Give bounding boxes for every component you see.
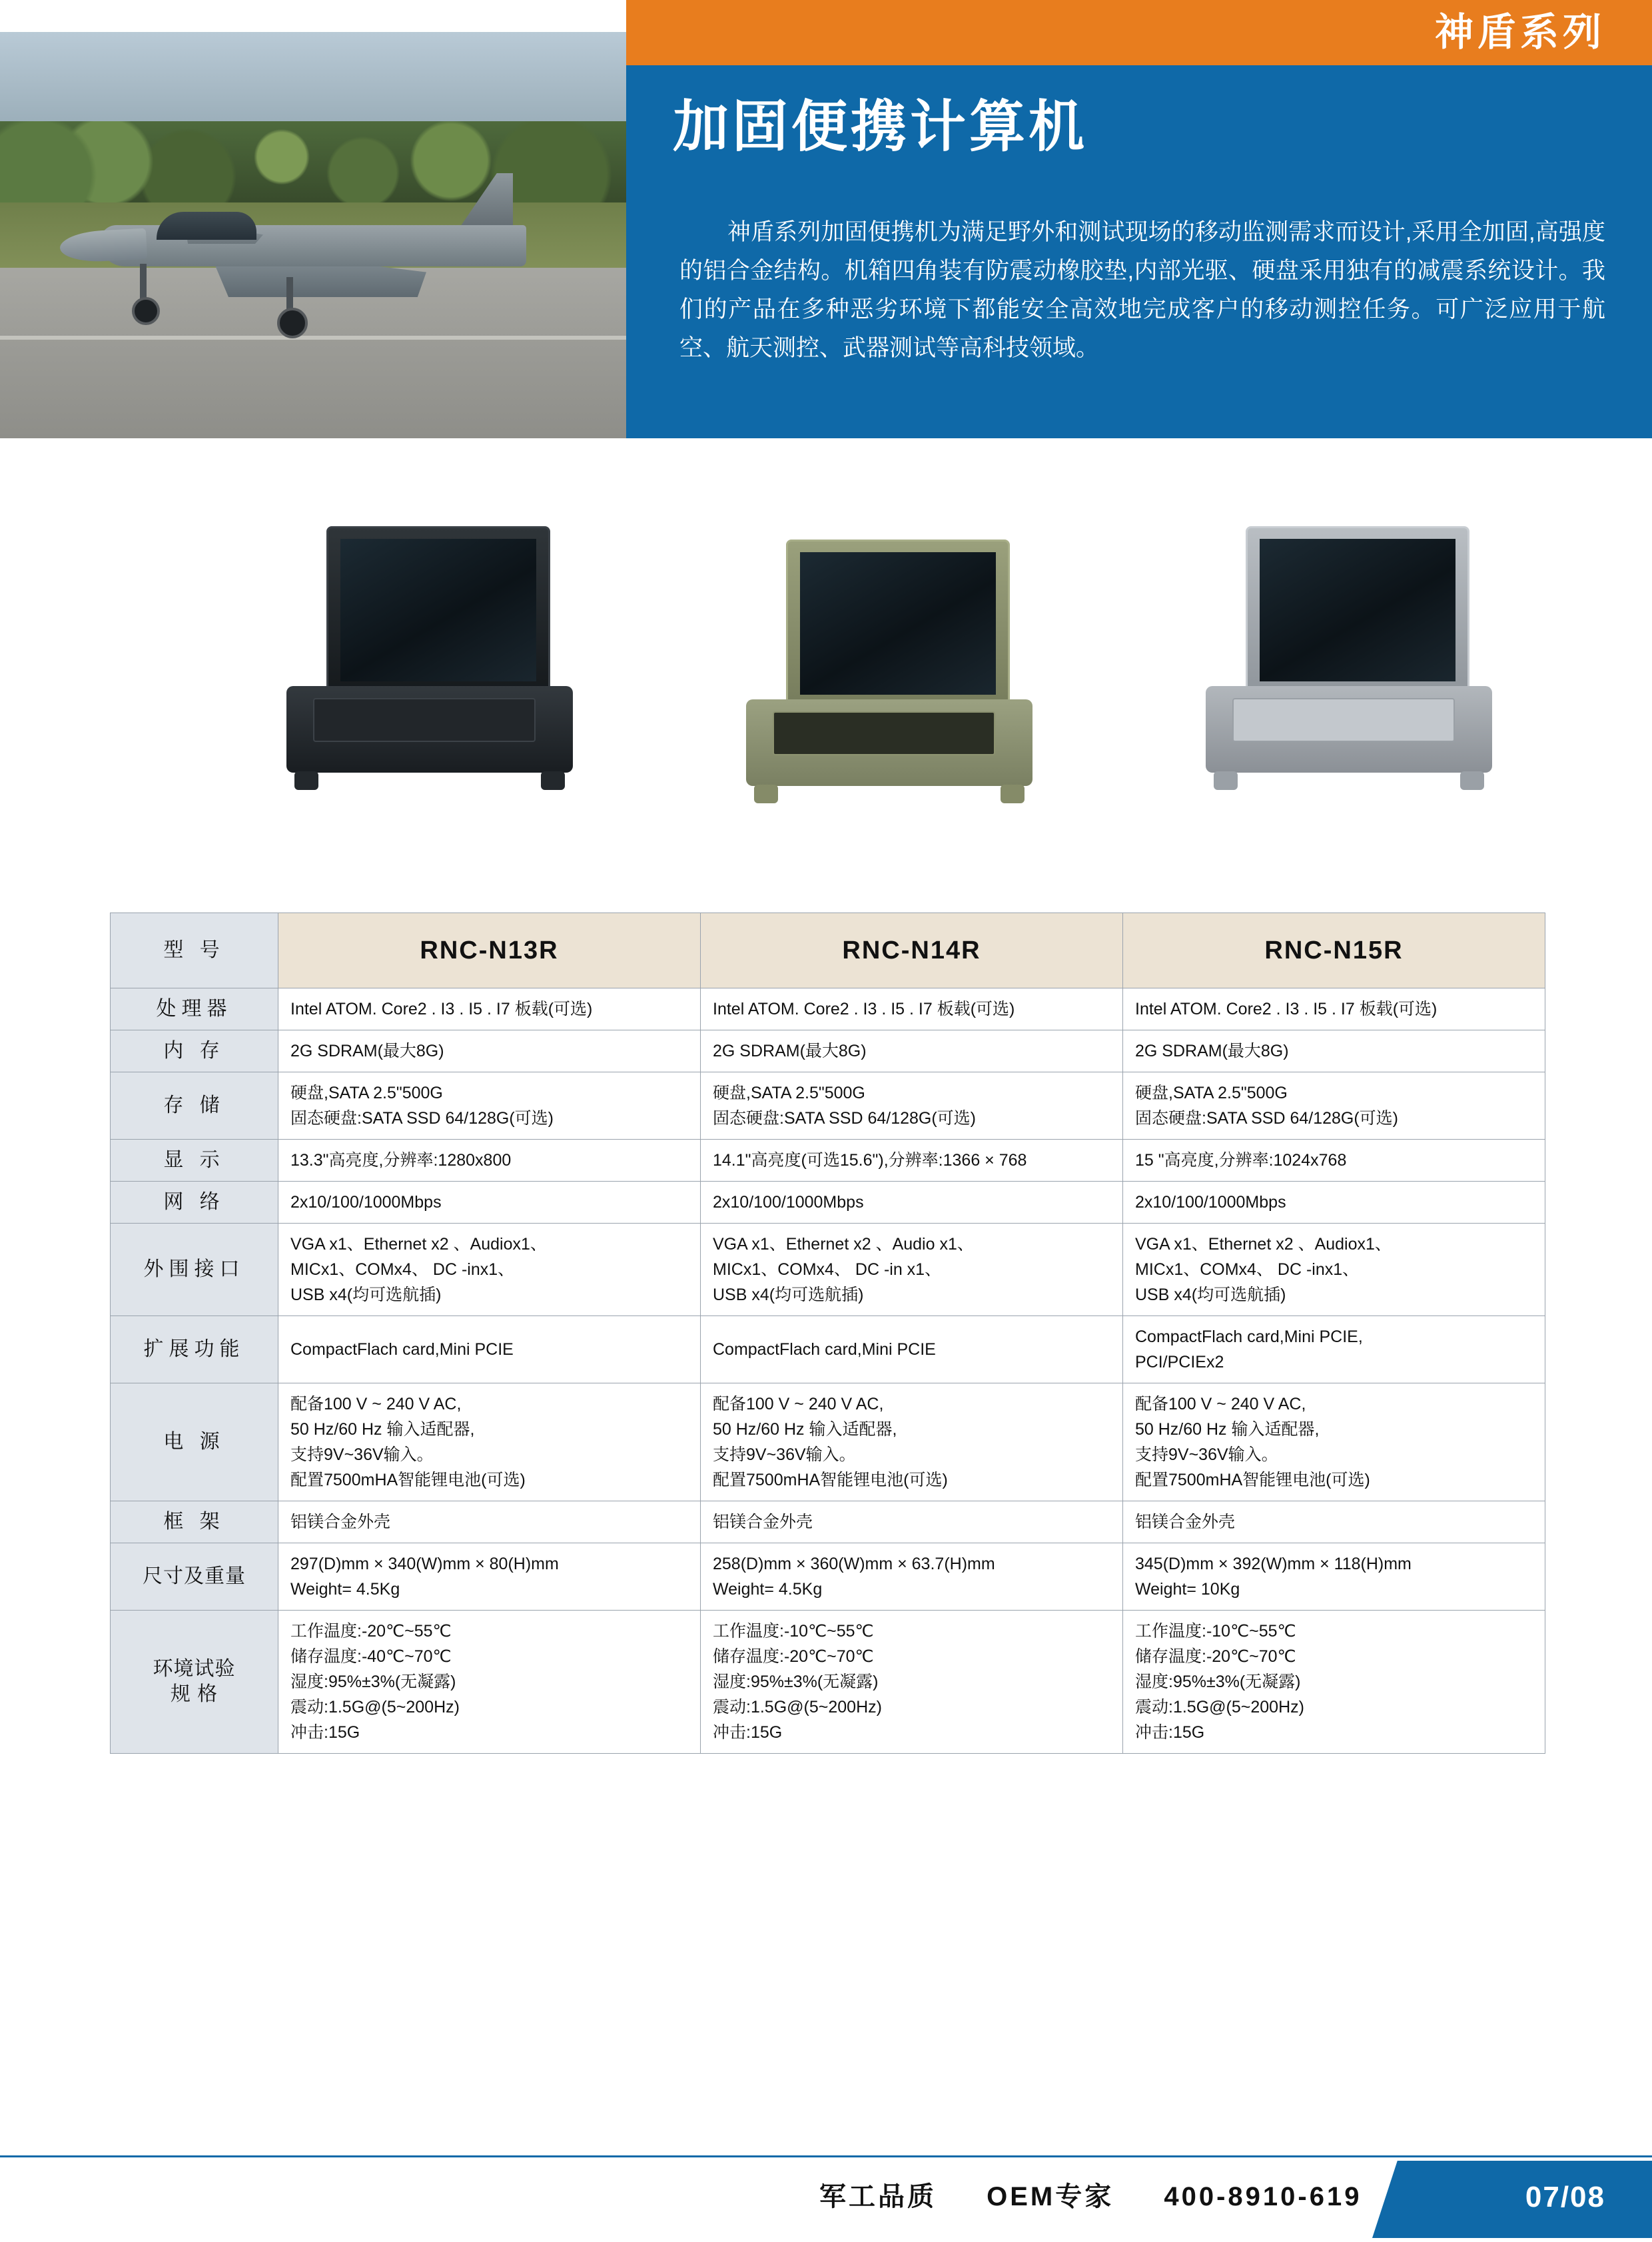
laptop-screen xyxy=(786,540,1010,710)
table-row xyxy=(111,1611,1545,1754)
spec-cell-r7-c2: CompactFlach card,Mini PCIE xyxy=(701,1316,1123,1383)
rugged-laptop-black xyxy=(286,526,573,819)
jet-nose-wheel xyxy=(132,297,160,325)
table-row xyxy=(111,1383,1545,1501)
laptop-keyboard xyxy=(1232,698,1455,742)
page-number: 07/08 xyxy=(1525,2181,1605,2213)
spec-row-label: 框 架 xyxy=(111,1501,278,1543)
laptop-screen xyxy=(326,526,550,697)
jet-tail xyxy=(440,173,513,233)
model-name-2: RNC-N14R xyxy=(701,913,1123,988)
spec-cell-r11-c2: 工作温度:-10℃~55℃ 储存温度:-20℃~70℃ 湿度:95%±3%(无凝露) 震动:1.5G@(5~200Hz) 冲击:15G xyxy=(701,1611,1123,1754)
spec-row-label: 内 存 xyxy=(111,1030,278,1072)
table-row xyxy=(111,988,1545,1030)
series-band xyxy=(626,0,1652,65)
jet-main-wheel xyxy=(277,308,308,338)
spec-cell-r1-c1: Intel ATOM. Core2 . I3 . I5 . I7 板载(可选) xyxy=(278,988,701,1030)
rugged-laptop-silver xyxy=(1206,526,1492,819)
laptop-foot-right xyxy=(1001,785,1025,803)
product-image-row xyxy=(0,493,1652,866)
intro-paragraph: 神盾系列加固便携机为满足野外和测试现场的移动监测需求而设计,采用全加固,高强度的铝合金结构。机箱四角装有防震动橡胶垫,内部光驱、硬盘采用独有的减震系统设计。我们的产品在多种恶劣环境下都能安全高效地完成客户的移动测控任务。可广泛应用于航空、航天测控、武器测试等高科技领域。 xyxy=(679,219,1605,361)
footer-slogan-1: 军工品质 xyxy=(819,2182,937,2211)
model-name-1: RNC-N13R xyxy=(278,913,701,988)
jet-illustration xyxy=(40,145,566,338)
spec-cell-r10-c1: 297(D)mm × 340(W)mm × 80(H)mm Weight= 4.5Kg xyxy=(278,1543,701,1611)
spec-cell-r11-c3: 工作温度:-10℃~55℃ 储存温度:-20℃~70℃ 湿度:95%±3%(无凝露) 震动:1.5G@(5~200Hz) 冲击:15G xyxy=(1123,1611,1545,1754)
spec-row-label: 型 号 xyxy=(111,913,278,988)
table-row xyxy=(111,1543,1545,1611)
laptop-keyboard xyxy=(773,711,995,755)
jet-nose xyxy=(59,228,147,264)
specification-table xyxy=(110,913,1545,1754)
table-row xyxy=(111,1182,1545,1224)
spec-cell-r5-c2: 2x10/100/1000Mbps xyxy=(701,1182,1123,1224)
spec-cell-r2-c2: 2G SDRAM(最大8G) xyxy=(701,1030,1123,1072)
footer-rule xyxy=(0,2155,1652,2157)
laptop-screen xyxy=(1246,526,1469,697)
laptop-foot-left xyxy=(754,785,778,803)
spec-cell-r5-c3: 2x10/100/1000Mbps xyxy=(1123,1182,1545,1224)
footer-contact xyxy=(819,2175,1402,2213)
spec-cell-r2-c1: 2G SDRAM(最大8G) xyxy=(278,1030,701,1072)
spec-row-label: 电 源 xyxy=(111,1383,278,1501)
table-row xyxy=(111,1140,1545,1182)
spec-row-label: 存 储 xyxy=(111,1072,278,1140)
spec-header-row xyxy=(111,913,1545,988)
spec-cell-r3-c2: 硬盘,SATA 2.5"500G 固态硬盘:SATA SSD 64/128G(可选) xyxy=(701,1072,1123,1140)
fighter-jet-photo xyxy=(0,32,626,438)
spec-cell-r3-c1: 硬盘,SATA 2.5"500G 固态硬盘:SATA SSD 64/128G(可选) xyxy=(278,1072,701,1140)
spec-table xyxy=(110,913,1545,1754)
spec-cell-r5-c1: 2x10/100/1000Mbps xyxy=(278,1182,701,1224)
spec-cell-r4-c2: 14.1"高亮度(可选15.6"),分辨率:1366 × 768 xyxy=(701,1140,1123,1182)
footer-page-block xyxy=(1372,2161,1652,2238)
spec-cell-r1-c2: Intel ATOM. Core2 . I3 . I5 . I7 板载(可选) xyxy=(701,988,1123,1030)
laptop-display xyxy=(1260,539,1455,681)
spec-cell-r7-c3: CompactFlach card,Mini PCIE, PCI/PCIEx2 xyxy=(1123,1316,1545,1383)
footer-phone: 400-8910-619 xyxy=(1164,2182,1362,2211)
spec-row-label: 扩展功能 xyxy=(111,1316,278,1383)
table-row xyxy=(111,1072,1545,1140)
table-row xyxy=(111,1316,1545,1383)
spec-cell-r4-c1: 13.3"高亮度,分辨率:1280x800 xyxy=(278,1140,701,1182)
jet-canopy xyxy=(157,212,256,240)
table-row xyxy=(111,1224,1545,1316)
table-row xyxy=(111,1030,1545,1072)
spec-cell-r3-c3: 硬盘,SATA 2.5"500G 固态硬盘:SATA SSD 64/128G(可选) xyxy=(1123,1072,1545,1140)
laptop-keyboard xyxy=(313,698,536,742)
spec-cell-r9-c2: 铝镁合金外壳 xyxy=(701,1501,1123,1543)
spec-cell-r2-c3: 2G SDRAM(最大8G) xyxy=(1123,1030,1545,1072)
laptop-foot-left xyxy=(294,771,318,790)
spec-row-label: 处理器 xyxy=(111,988,278,1030)
laptop-foot-left xyxy=(1214,771,1238,790)
laptop-display xyxy=(800,552,996,695)
series-badge: 神盾系列 xyxy=(1434,11,1605,54)
spec-row-label: 环境试验 规 格 xyxy=(111,1611,278,1754)
spec-cell-r11-c1: 工作温度:-20℃~55℃ 储存温度:-40℃~70℃ 湿度:95%±3%(无凝露) 震动:1.5G@(5~200Hz) 冲击:15G xyxy=(278,1611,701,1754)
spec-row-label: 尺寸及重量 xyxy=(111,1543,278,1611)
spec-row-label: 外围接口 xyxy=(111,1224,278,1316)
spec-cell-r9-c3: 铝镁合金外壳 xyxy=(1123,1501,1545,1543)
laptop-display xyxy=(340,539,536,681)
footer-slogan-2: OEM专家 xyxy=(987,2182,1114,2211)
page-title: 加固便携计算机 xyxy=(673,95,1088,158)
laptop-foot-right xyxy=(541,771,565,790)
spec-cell-r8-c1: 配备100 V ~ 240 V AC, 50 Hz/60 Hz 输入适配器, 支持9V~36V输入。 配置7500mHA智能锂电池(可选) xyxy=(278,1383,701,1501)
spec-cell-r6-c1: VGA x1、Ethernet x2 、Audiox1、 MICx1、COMx4、 DC -inx1、 USB x4(均可选航插) xyxy=(278,1224,701,1316)
spec-cell-r6-c3: VGA x1、Ethernet x2 、Audiox1、 MICx1、COMx4、 DC -inx1、 USB x4(均可选航插) xyxy=(1123,1224,1545,1316)
spec-cell-r10-c2: 258(D)mm × 360(W)mm × 63.7(H)mm Weight= 4.5Kg xyxy=(701,1543,1123,1611)
model-name-3: RNC-N15R xyxy=(1123,913,1545,988)
spec-row-label: 网 络 xyxy=(111,1182,278,1224)
spec-cell-r1-c3: Intel ATOM. Core2 . I3 . I5 . I7 板载(可选) xyxy=(1123,988,1545,1030)
spec-row-label: 显 示 xyxy=(111,1140,278,1182)
spec-cell-r6-c2: VGA x1、Ethernet x2 、Audio x1、 MICx1、COMx4、 DC -in x1、 USB x4(均可选航插) xyxy=(701,1224,1123,1316)
laptop-foot-right xyxy=(1460,771,1484,790)
spec-cell-r4-c3: 15 "高亮度,分辨率:1024x768 xyxy=(1123,1140,1545,1182)
spec-cell-r8-c2: 配备100 V ~ 240 V AC, 50 Hz/60 Hz 输入适配器, 支持9V~36V输入。 配置7500mHA智能锂电池(可选) xyxy=(701,1383,1123,1501)
spec-cell-r10-c3: 345(D)mm × 392(W)mm × 118(H)mm Weight= 10Kg xyxy=(1123,1543,1545,1611)
page-footer xyxy=(0,2155,1652,2242)
page-header xyxy=(0,0,1652,440)
spec-cell-r8-c3: 配备100 V ~ 240 V AC, 50 Hz/60 Hz 输入适配器, 支持9V~36V输入。 配置7500mHA智能锂电池(可选) xyxy=(1123,1383,1545,1501)
table-row xyxy=(111,1501,1545,1543)
rugged-laptop-olive xyxy=(746,540,1032,833)
spec-cell-r9-c1: 铝镁合金外壳 xyxy=(278,1501,701,1543)
spec-cell-r7-c1: CompactFlach card,Mini PCIE xyxy=(278,1316,701,1383)
